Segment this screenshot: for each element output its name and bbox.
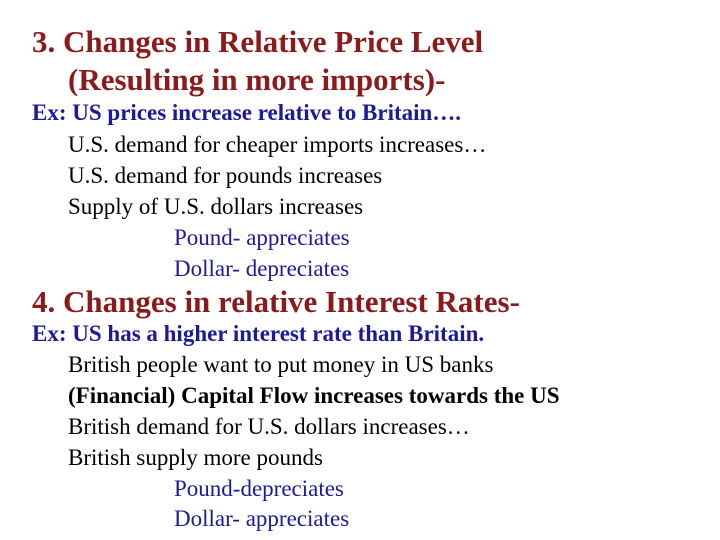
section3-heading-line1: 3. Changes in Relative Price Level (32, 24, 484, 59)
section4-point: British demand for U.S. dollars increases… (68, 414, 470, 439)
section3-example: Ex: US prices increase relative to Britain…. (32, 100, 462, 125)
section3-result-dollar: Dollar- depreciates (174, 256, 350, 281)
section4-example: Ex: US has a higher interest rate than Britain. (32, 321, 485, 346)
section3-result-pound: Pound- appreciates (174, 225, 350, 250)
section4-result-dollar: Dollar- appreciates (174, 506, 350, 531)
section4-heading: 4. Changes in relative Interest Rates- (32, 284, 520, 319)
section4-point: British people want to put money in US banks (68, 352, 494, 377)
section3-point: Supply of U.S. dollars increases (68, 194, 364, 219)
section4-result-pound: Pound-depreciates (174, 476, 344, 501)
section3-point: U.S. demand for cheaper imports increases… (68, 132, 487, 157)
section3-heading-line2: (Resulting in more imports)- (68, 62, 446, 97)
section3-point: U.S. demand for pounds increases (68, 163, 383, 188)
section4-point: British supply more pounds (68, 445, 323, 470)
section4-point: (Financial) Capital Flow increases towards the US (68, 383, 560, 408)
